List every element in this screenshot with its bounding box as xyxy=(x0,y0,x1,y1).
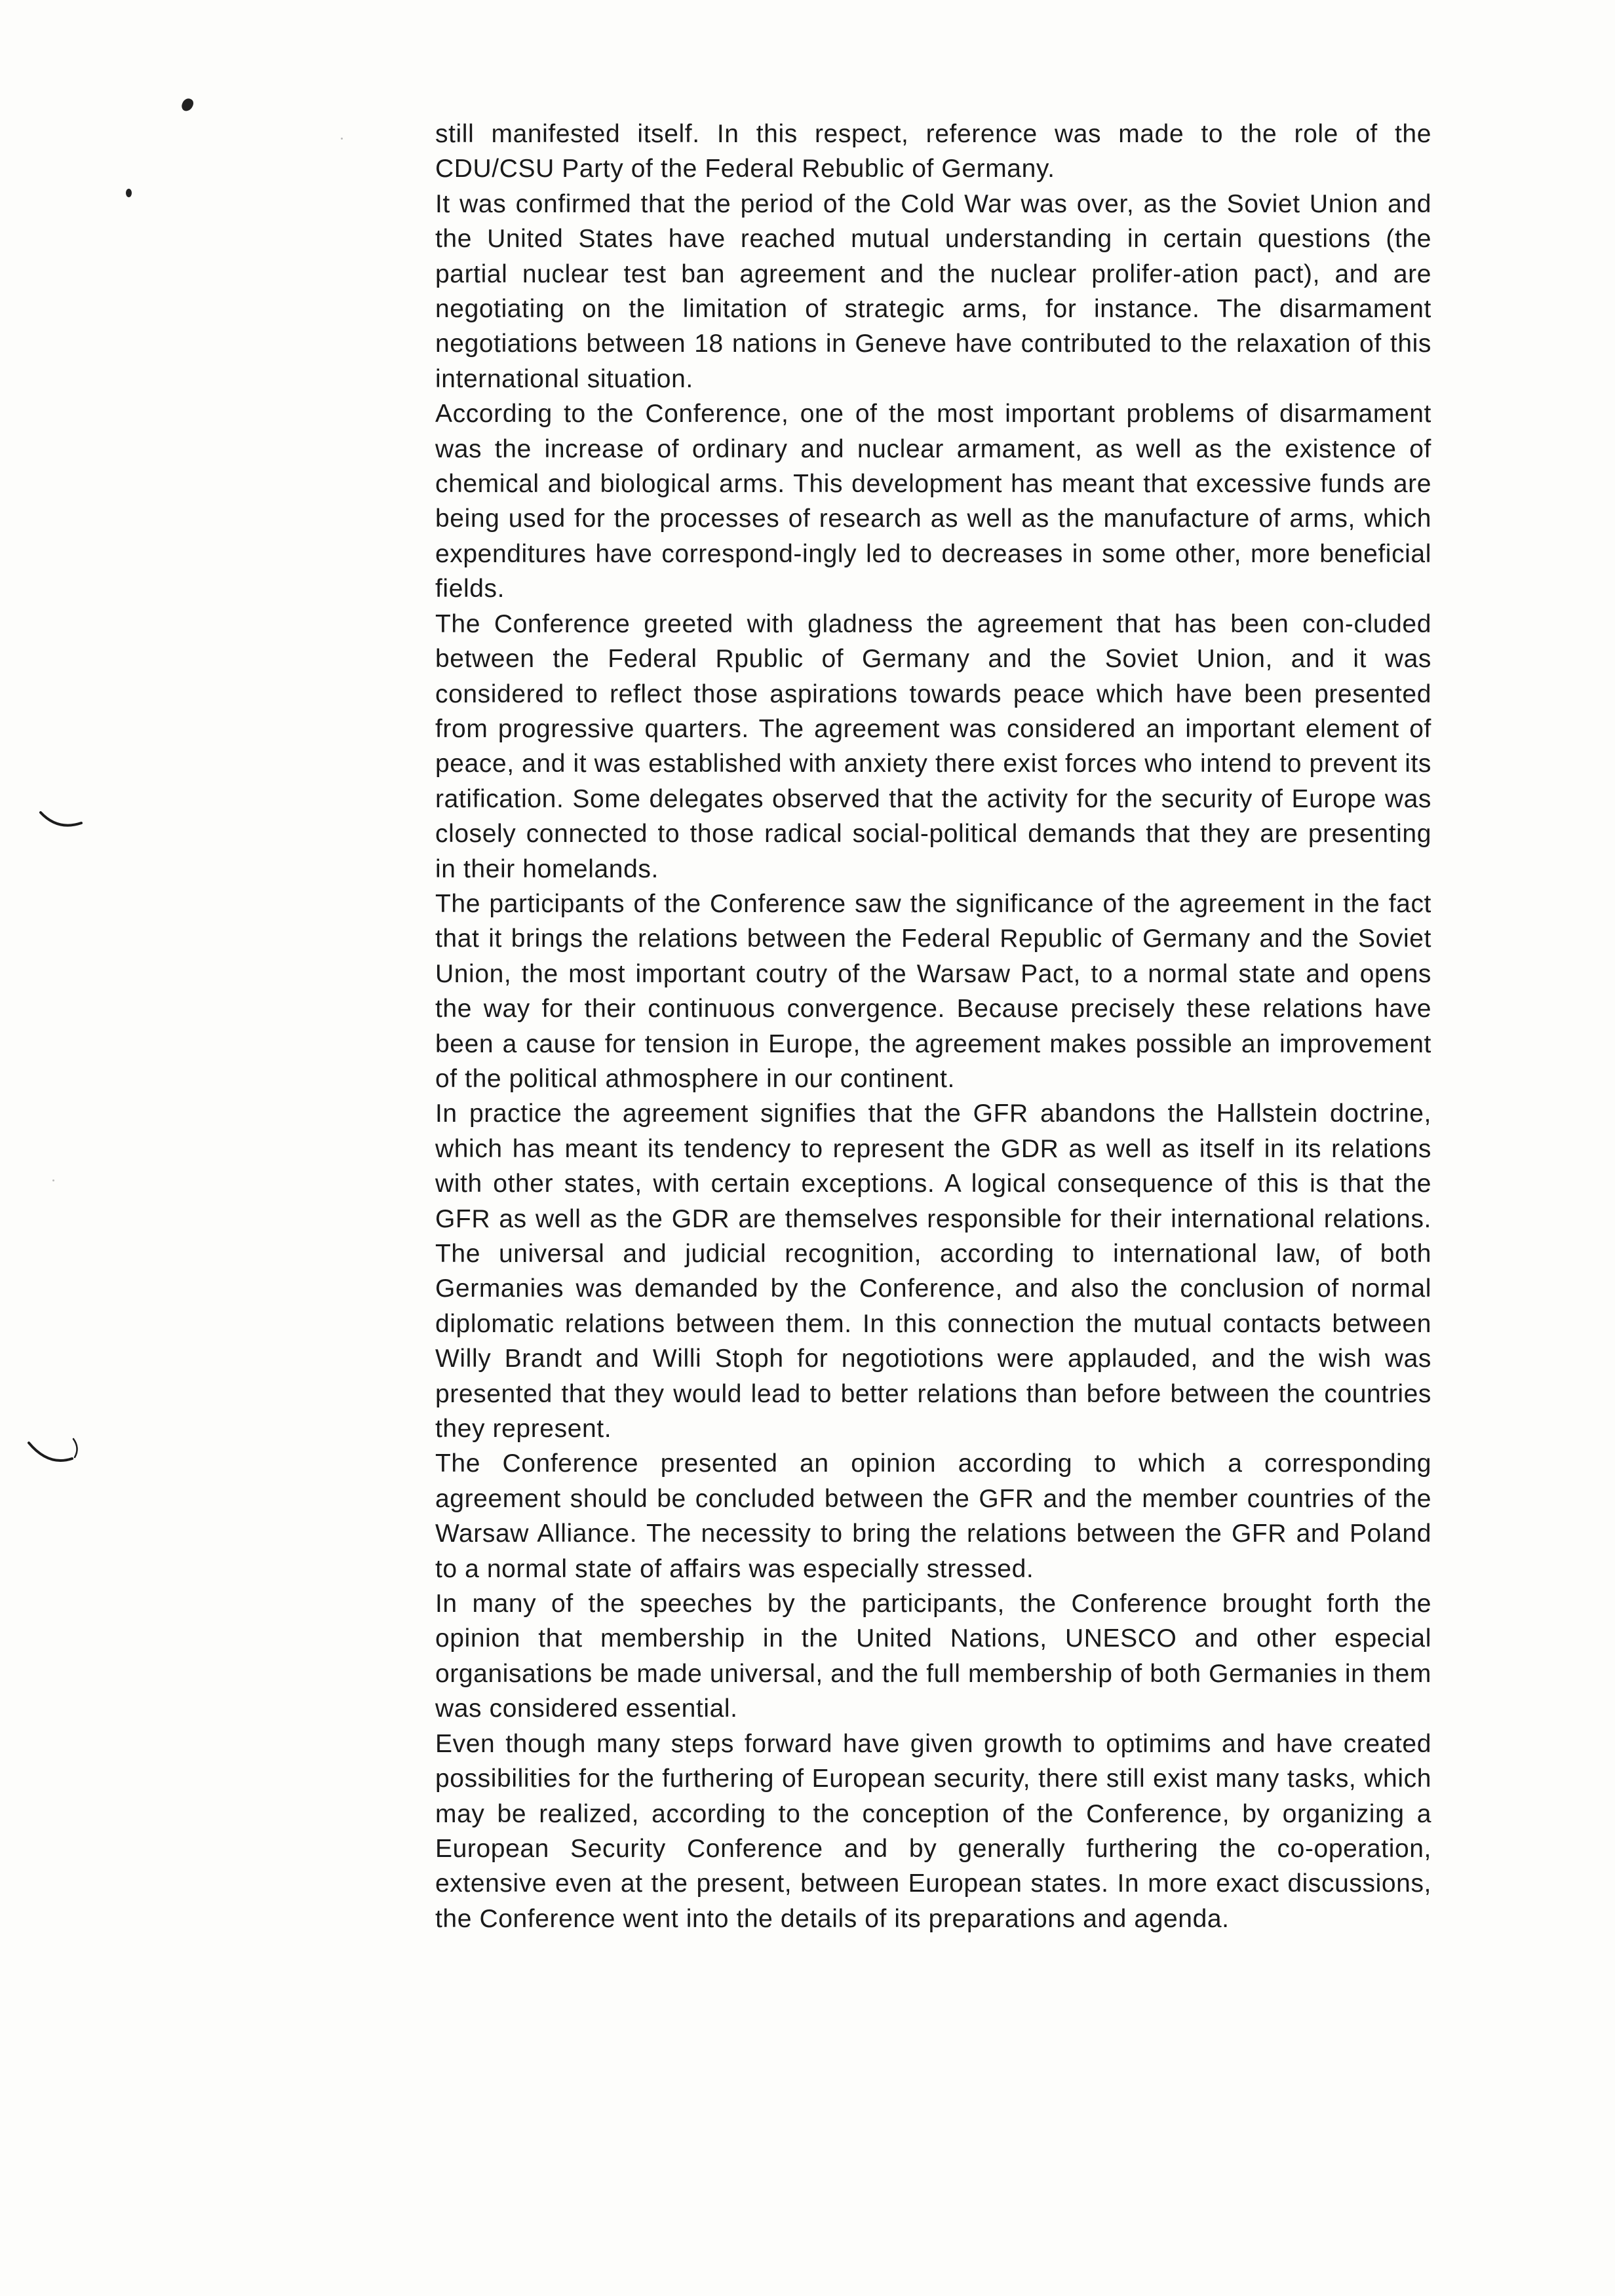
paragraph: The Conference greeted with gladness the agreement that has been con-cluded between the Federal Rpublic of Germany and the Soviet Union, and it was considered to reflect those aspirations towards peace which have been presented from progressive quarters. The agreement was considered an important element of peace, and it was established with anxiety there exist forces who intend to prevent its ratification. Some delegates observed that the activity for the security of Europe was closely connected to those radical social-political demands that they are presenting in their homelands. xyxy=(435,609,1431,883)
ink-mark xyxy=(180,97,195,113)
scan-speck xyxy=(52,1179,54,1181)
paragraph: In many of the speeches by the participants, the Conference brought forth the opinion that membership in the United Nations, UNESCO and other especial organisations be made universal, and the full membership of both Germanies in them was considered essential. xyxy=(435,1590,1431,1723)
paragraph: The Conference presented an opinion according to which a corresponding agreement should be concluded between the GFR and the member countries of the Warsaw Alliance. The necessity to bring the relations between the GFR and Poland to a normal state of affairs was especially stressed. xyxy=(435,1449,1431,1583)
paragraph: still manifested itself. In this respect, reference was made to the role of the CDU/CSU Party of the Federal Rebublic of Germany. xyxy=(435,120,1431,183)
body-text xyxy=(435,117,1431,1936)
paragraph: In practice the agreement signifies that the GFR abandons the Hallstein doctrine, which has meant its tendency to represent the GDR as well as itself in its relations with other states, with certain exceptions. A logical consequence of this is that the GFR as well as the GDR are themselves responsible for their international relations. The universal and judicial recognition, according to international law, of both Germanies was demanded by the Conference, and also the conclusion of normal diplomatic relations between them. In this connection the mutual contacts between Willy Brandt and Willi Stoph for negotiotions were applauded, and the wish was presented that they would lead to better relations than before between the countries they represent. xyxy=(435,1100,1431,1444)
punch-hole-icon xyxy=(38,809,84,835)
paragraph: It was confirmed that the period of the Cold War was over, as the Soviet Union and the United States have reached mutual understanding in certain questions (the partial nuclear test ban agreement and the nuclear prolifer-ation pact), and are negotiating on the limitation of strategic arms, for instance. The disarmament negotiations between 18 nations in Geneve have contributed to the relaxation of this international situation. xyxy=(435,189,1431,393)
paragraph: The participants of the Conference saw the significance of the agreement in the fact that it brings the relations between the Federal Republic of Germany and the Soviet Union, the most important coutry of the Warsaw Pact, to a normal state and opens the way for their continuous convergence. Because precisely these relations have been a cause for tension in Europe, the agreement makes possible an improvement of the political athmosphere in our continent. xyxy=(435,889,1431,1093)
paragraph: Even though many steps forward have given growth to optimims and have created possibilities for the furthering of European security, there still exist many tasks, which may be realized, according to the conception of the Conference, by organizing a European Security Conference and by generally furthering the co-operation, extensive even at the present, between European states. In more exact discussions, the Conference went into the details of its preparations and agenda. xyxy=(435,1729,1431,1933)
ink-mark xyxy=(126,189,132,197)
punch-hole-icon xyxy=(26,1434,83,1473)
paragraph: According to the Conference, one of the most important problems of disarmament was the increase of ordinary and nuclear armament, as well as the existence of chemical and biological arms. This development has meant that excessive funds are being used for the processes of research as well as the manufacture of arms, which expenditures have correspond-ingly led to decreases in some other, more beneficial fields. xyxy=(435,400,1431,603)
scan-speck xyxy=(341,138,343,140)
